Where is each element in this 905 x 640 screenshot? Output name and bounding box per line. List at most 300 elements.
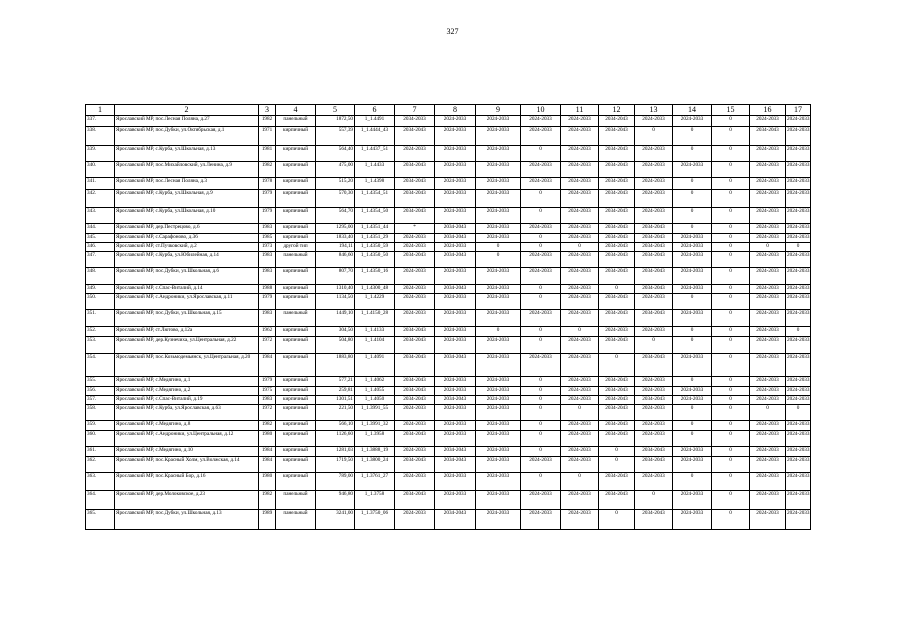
table-cell: 2024-2033 [561, 337, 599, 354]
address-cell: Ярославский МР, пос.Дубки, ул.Школьная, д.6 [115, 268, 259, 285]
table-cell: 1984 [259, 354, 276, 377]
address-cell: Ярославский МР, пос.Михайловский, ул.Ленина, д.9 [115, 162, 259, 178]
table-cell: 0 [712, 354, 750, 377]
table-cell: 2024-2033 [561, 285, 599, 294]
table-cell: 0 [521, 396, 561, 405]
table-cell: 2024-2033 [395, 294, 435, 310]
table-cell: 2024-2033 [561, 377, 599, 387]
table-cell: 0 [712, 268, 750, 285]
table-cell: 2024-2033 [521, 510, 561, 530]
address-cell: Ярославский МР, с.Курба, ул.Юбилейная, д.14 [115, 252, 259, 268]
table-row [86, 377, 811, 387]
table-cell: 515,20 [316, 178, 355, 190]
table-cell: 0 [712, 405, 750, 421]
table-cell: панельный [276, 491, 316, 510]
table-cell: 1984 [259, 457, 276, 473]
table-cell: 2034-2043 [635, 354, 673, 377]
table-cell: 353. [86, 337, 115, 354]
table-cell: кирпичный [276, 294, 316, 310]
table-cell: 359. [86, 421, 115, 431]
table-cell: 0 [750, 405, 786, 421]
table-cell: 1_1.4150_28 [355, 310, 395, 327]
table-cell: 2024-2033 [635, 162, 673, 178]
table-cell: 1_1.4433 [355, 162, 395, 178]
table-cell: 2024-2033 [395, 310, 435, 327]
table-cell: кирпичный [276, 208, 316, 224]
table-cell: 2034-2043 [435, 224, 476, 234]
table-cell: панельный [276, 310, 316, 327]
table-cell: 1_1.3758 [355, 491, 395, 510]
table-cell: 946,80 [316, 491, 355, 510]
table-cell: 2024-2033 [476, 447, 521, 457]
table-cell: 1982 [259, 116, 276, 127]
table-cell: 341. [86, 178, 115, 190]
table-cell: 2024-2033 [435, 190, 476, 208]
address-cell: Ярославский МР, с.Андроники, ул.Центральная, д.12 [115, 431, 259, 447]
column-header: 8 [435, 105, 476, 116]
table-cell: 2024-2033 [435, 146, 476, 162]
table-row [86, 178, 811, 190]
table-row [86, 285, 811, 294]
table-cell: 2024-2033 [673, 162, 712, 178]
table-cell: 0 [712, 387, 750, 396]
table-cell: 2034-2043 [599, 431, 635, 447]
table-cell: кирпичный [276, 354, 316, 377]
table-cell: 2024-2033 [476, 178, 521, 190]
table-cell: 2034-2043 [395, 396, 435, 405]
table-cell: 0 [673, 146, 712, 162]
table-cell: 2024-2033 [750, 327, 786, 337]
table-row [86, 146, 811, 162]
table-cell: 0 [521, 146, 561, 162]
table-cell: 0 [521, 285, 561, 294]
table-cell: 355. [86, 377, 115, 387]
table-cell: 2034-2043 [599, 387, 635, 396]
table-cell: 2024-2033 [673, 387, 712, 396]
column-header: 14 [673, 105, 712, 116]
table-cell: 2034-2043 [750, 127, 786, 146]
table-cell: 2024-2033 [561, 447, 599, 457]
table-cell: 1_1.4350_50 [355, 252, 395, 268]
table-cell: 2034-2043 [599, 377, 635, 387]
table-cell: 2024-2033 [561, 387, 599, 396]
table-row [86, 234, 811, 243]
table-row [86, 268, 811, 285]
table-cell: 2024-2033 [476, 285, 521, 294]
table-cell: 0 [521, 337, 561, 354]
table-cell: 2024-2033 [435, 377, 476, 387]
table-cell: 2024-2033 [395, 405, 435, 421]
table-cell: 1989 [259, 510, 276, 530]
table-cell: 2024-2033 [750, 457, 786, 473]
table-cell: 358. [86, 405, 115, 421]
table-cell: 0 [673, 377, 712, 387]
table-cell: 2024-2033 [561, 146, 599, 162]
table-cell: кирпичный [276, 285, 316, 294]
table-cell: 2024-2033 [435, 431, 476, 447]
table-cell: 2024-2033 [673, 234, 712, 243]
table-cell: 350. [86, 294, 115, 310]
table-cell: 1983 [259, 224, 276, 234]
table-cell: 1980 [259, 431, 276, 447]
table-cell: 2024-2033 [561, 491, 599, 510]
table-cell: 337. [86, 116, 115, 127]
table-cell: 1985 [259, 234, 276, 243]
table-cell: 0 [786, 327, 811, 337]
table-cell: 0 [521, 294, 561, 310]
table-cell: 1979 [259, 190, 276, 208]
table-cell: 2024-2033 [476, 354, 521, 377]
table-cell: 343. [86, 208, 115, 224]
address-cell: Ярославский МР, с.Курба, ул.Школьная, д.10 [115, 208, 259, 224]
table-cell: 1_1.4229 [355, 294, 395, 310]
table-cell: 2024-2033 [673, 457, 712, 473]
table-cell: 1_1.4133 [355, 327, 395, 337]
table-cell: 2024-2033 [673, 491, 712, 510]
table-cell: 2024-2033 [673, 354, 712, 377]
address-cell: Ярославский МР, с.Спас-Виталий, д.14 [115, 285, 259, 294]
table-cell: 2024-2033 [786, 116, 811, 127]
table-cell: 1973 [259, 243, 276, 252]
page-number: 327 [446, 27, 459, 36]
column-header: 15 [712, 105, 750, 116]
table-cell: панельный [276, 510, 316, 530]
table-cell: 2024-2033 [673, 396, 712, 405]
table-cell: 2024-2033 [750, 447, 786, 457]
table-cell: 2024-2033 [786, 310, 811, 327]
table-cell: 2024-2033 [561, 421, 599, 431]
table-cell: 2034-2043 [599, 127, 635, 146]
table-cell: кирпичный [276, 162, 316, 178]
table-cell: 504,80 [316, 337, 355, 354]
table-cell: 0 [712, 473, 750, 491]
table-cell: 2034-2043 [635, 310, 673, 327]
table-cell: 2034-2043 [635, 243, 673, 252]
table-cell: 2024-2033 [750, 294, 786, 310]
table-cell: 1982 [259, 491, 276, 510]
table-header-row [86, 105, 811, 116]
table-cell: 2024-2033 [476, 146, 521, 162]
table-cell: 2034-2043 [395, 208, 435, 224]
column-header: 11 [561, 105, 599, 116]
table-cell: кирпичный [276, 447, 316, 457]
column-header: 6 [355, 105, 395, 116]
table-cell: 2034-2043 [599, 252, 635, 268]
table-cell: 2024-2033 [561, 268, 599, 285]
table-cell: 2024-2033 [750, 337, 786, 354]
table-cell: 2024-2033 [521, 268, 561, 285]
table-cell: 2034-2043 [395, 491, 435, 510]
table-cell: 2024-2033 [635, 294, 673, 310]
table-cell: 1_1.4354_51 [355, 190, 395, 208]
table-cell: 2024-2033 [476, 116, 521, 127]
table-cell: 2024-2033 [786, 146, 811, 162]
table-cell: 2034-2043 [635, 224, 673, 234]
table-cell: 2024-2033 [635, 190, 673, 208]
table-cell: 0 [712, 127, 750, 146]
table-cell: 1983 [259, 396, 276, 405]
table-cell: 357. [86, 396, 115, 405]
table-cell: 1983 [259, 268, 276, 285]
table-cell: 0 [712, 447, 750, 457]
table-cell: 2024-2033 [561, 396, 599, 405]
table-cell: 2024-2033 [395, 243, 435, 252]
table-cell: 1_1.3761_27 [355, 473, 395, 491]
table-cell: 304,50 [316, 327, 355, 337]
column-header: 3 [259, 105, 276, 116]
table-row [86, 457, 811, 473]
table-cell: 2034-2043 [599, 116, 635, 127]
table-cell: 2024-2033 [521, 116, 561, 127]
table-cell: 0 [712, 285, 750, 294]
table-cell: кирпичный [276, 337, 316, 354]
table-cell: 1983 [259, 252, 276, 268]
table-cell: 846,60 [316, 252, 355, 268]
table-row [86, 510, 811, 530]
table-cell: 2024-2033 [750, 268, 786, 285]
table-cell: 2024-2033 [395, 447, 435, 457]
table-cell: 2024-2033 [521, 457, 561, 473]
table-cell: 0 [712, 294, 750, 310]
table-cell: 2024-2033 [750, 252, 786, 268]
table-cell: 2034-2043 [435, 457, 476, 473]
table-cell: кирпичный [276, 146, 316, 162]
table-row [86, 162, 811, 178]
table-cell: 2024-2033 [786, 473, 811, 491]
table-cell: 2024-2033 [750, 190, 786, 208]
table-cell: 0 [521, 387, 561, 396]
table-cell: 2034-2043 [435, 354, 476, 377]
table-cell: 1449,10 [316, 310, 355, 327]
table-cell: 2024-2033 [435, 294, 476, 310]
table-cell: 2024-2033 [435, 178, 476, 190]
table-cell: 2034-2043 [395, 457, 435, 473]
table-cell: 1833,40 [316, 234, 355, 243]
table-cell: 0 [712, 431, 750, 447]
table-cell: 2024-2033 [435, 208, 476, 224]
table-cell: 0 [635, 491, 673, 510]
table-cell: 2024-2033 [476, 396, 521, 405]
table-cell: 0 [712, 252, 750, 268]
table-cell: 360. [86, 431, 115, 447]
table-cell: 2024-2033 [673, 285, 712, 294]
column-header: 12 [599, 105, 635, 116]
table-cell: 2034-2043 [395, 190, 435, 208]
table-cell: 2024-2033 [750, 396, 786, 405]
table-cell: 0 [521, 431, 561, 447]
table-cell: 2024-2033 [786, 208, 811, 224]
table-cell: 2024-2033 [435, 387, 476, 396]
table-cell: 2024-2033 [786, 354, 811, 377]
column-header: 7 [395, 105, 435, 116]
table-cell: 566,10 [316, 421, 355, 431]
table-cell: 1_1.4350_16 [355, 268, 395, 285]
table-cell: 352. [86, 327, 115, 337]
table-cell: 2034-2043 [435, 285, 476, 294]
table-cell: 1981 [259, 146, 276, 162]
table-cell: 2024-2033 [786, 127, 811, 146]
table-cell: 2034-2043 [599, 178, 635, 190]
table-cell: 2024-2033 [673, 116, 712, 127]
table-cell: 347. [86, 252, 115, 268]
table-cell: 2024-2033 [750, 431, 786, 447]
table-row [86, 431, 811, 447]
table-cell: 2034-2043 [599, 234, 635, 243]
column-header: 16 [750, 105, 786, 116]
table-cell: 2034-2043 [635, 396, 673, 405]
table-cell: 0 [712, 310, 750, 327]
address-cell: Ярославский МР, с.Медягино, д.10 [115, 447, 259, 457]
table-cell: 2024-2033 [750, 491, 786, 510]
address-cell: Ярославский МР, пос.Красный Бор, д.16 [115, 473, 259, 491]
address-cell: Ярославский МР, пос.Красный Холм, ул.Волжская, д.14 [115, 457, 259, 473]
table-row [86, 243, 811, 252]
table-cell: 0 [476, 252, 521, 268]
table-cell: 338. [86, 127, 115, 146]
table-row [86, 405, 811, 421]
table-cell: 2034-2043 [599, 224, 635, 234]
column-header: 2 [115, 105, 259, 116]
table-cell: 2024-2033 [476, 491, 521, 510]
table-cell: 2024-2033 [750, 162, 786, 178]
table-cell: 0 [599, 354, 635, 377]
table-cell: 2024-2033 [561, 178, 599, 190]
table-cell: 2024-2033 [750, 421, 786, 431]
table-row [86, 354, 811, 377]
table-cell: кирпичный [276, 178, 316, 190]
table-cell: 0 [521, 234, 561, 243]
table-cell: 2024-2033 [750, 354, 786, 377]
table-cell: 1295,00 [316, 224, 355, 234]
table-cell: 2024-2033 [786, 421, 811, 431]
table-cell: 1972 [259, 337, 276, 354]
table-cell: 557,39 [316, 127, 355, 146]
table-cell: 564,40 [316, 146, 355, 162]
table-cell: * [395, 224, 435, 234]
table-cell: 2024-2033 [476, 268, 521, 285]
address-cell: Ярославский МР, с.Медягино, д.2 [115, 387, 259, 396]
table-cell: 2034-2043 [395, 252, 435, 268]
address-cell: Ярославский МР, дер.Пестрецово, д.6 [115, 224, 259, 234]
table-cell: 2034-2043 [435, 252, 476, 268]
table-cell: 0 [521, 208, 561, 224]
table-cell: 2034-2043 [599, 208, 635, 224]
table-cell: 2024-2033 [635, 387, 673, 396]
table-cell: 1_1.4055 [355, 387, 395, 396]
table-cell: кирпичный [276, 396, 316, 405]
column-header: 4 [276, 105, 316, 116]
table-cell: 0 [673, 337, 712, 354]
table-cell: 1126,60 [316, 431, 355, 447]
table-cell: 0 [599, 510, 635, 530]
table-cell: 2024-2033 [750, 285, 786, 294]
table-cell: 259,81 [316, 387, 355, 396]
table-cell: 2024-2033 [635, 116, 673, 127]
table-cell: 2034-2043 [395, 377, 435, 387]
table-cell: 2024-2033 [750, 377, 786, 387]
table-cell: 789,00 [316, 473, 355, 491]
table-cell: 2024-2033 [561, 162, 599, 178]
table-cell: 1_1.4398 [355, 178, 395, 190]
table-cell: 2024-2033 [786, 252, 811, 268]
table-cell: 1_1.4444_43 [355, 127, 395, 146]
table-cell: 0 [521, 473, 561, 491]
table-cell: 2034-2043 [395, 127, 435, 146]
table-cell: 0 [673, 431, 712, 447]
table-cell: 2024-2033 [395, 510, 435, 530]
table-cell: 1_1.4491 [355, 116, 395, 127]
table-cell: 344. [86, 224, 115, 234]
table-cell: 0 [712, 421, 750, 431]
table-cell: 0 [561, 243, 599, 252]
table-cell: 2024-2033 [435, 473, 476, 491]
table-cell: 0 [476, 243, 521, 252]
table-cell: 2024-2033 [521, 162, 561, 178]
table-cell: 0 [521, 327, 561, 337]
table-cell: 2034-2043 [599, 146, 635, 162]
table-cell: 2024-2033 [635, 473, 673, 491]
table-cell: 2034-2043 [635, 252, 673, 268]
table-cell: 2024-2033 [673, 252, 712, 268]
table-cell: 0 [712, 234, 750, 243]
table-cell: 351. [86, 310, 115, 327]
table-cell: 2024-2033 [786, 224, 811, 234]
column-header: 17 [786, 105, 811, 116]
table-row [86, 387, 811, 396]
table-cell: 2034-2043 [599, 190, 635, 208]
table-row [86, 327, 811, 337]
table-cell: 2024-2033 [635, 431, 673, 447]
table-cell: 2024-2033 [786, 387, 811, 396]
table-cell: кирпичный [276, 473, 316, 491]
table-cell: 0 [712, 208, 750, 224]
table-cell: 2024-2033 [750, 146, 786, 162]
table-cell: 0 [599, 285, 635, 294]
table-cell: 2024-2033 [435, 162, 476, 178]
address-cell: Ярославский МР, пос.Лесная Поляна, д.3 [115, 178, 259, 190]
table-cell: 2024-2033 [786, 162, 811, 178]
table-cell: 2024-2033 [786, 178, 811, 190]
table-cell: 0 [712, 510, 750, 530]
address-cell: Ярославский МР, пос.Лесная Поляна, д.27 [115, 116, 259, 127]
table-cell: 2024-2033 [561, 224, 599, 234]
table-cell: 2024-2033 [435, 337, 476, 354]
table-cell: 1_1.4351_44 [355, 224, 395, 234]
table-cell: 1972 [259, 405, 276, 421]
table-row [86, 252, 811, 268]
table-cell: 2024-2033 [561, 127, 599, 146]
address-cell: Ярославский МР, ст.Лютово, д.12а [115, 327, 259, 337]
table-cell: 2034-2043 [395, 354, 435, 377]
table-cell: 2034-2043 [635, 510, 673, 530]
table-cell: 2024-2033 [561, 234, 599, 243]
table-cell: 2024-2033 [521, 252, 561, 268]
table-cell: 345. [86, 234, 115, 243]
table-cell: 2024-2033 [435, 268, 476, 285]
table-cell: 2024-2033 [476, 431, 521, 447]
table-cell: 2024-2033 [673, 243, 712, 252]
table-cell: 2024-2033 [786, 510, 811, 530]
table-cell: 0 [673, 178, 712, 190]
table-cell: 2024-2033 [476, 337, 521, 354]
table-cell: 0 [712, 457, 750, 473]
table-cell: 0 [750, 243, 786, 252]
table-row [86, 208, 811, 224]
table-cell: 348. [86, 268, 115, 285]
table-cell: 2024-2033 [395, 285, 435, 294]
table-cell: 1_1.4354_50 [355, 208, 395, 224]
table-row [86, 294, 811, 310]
